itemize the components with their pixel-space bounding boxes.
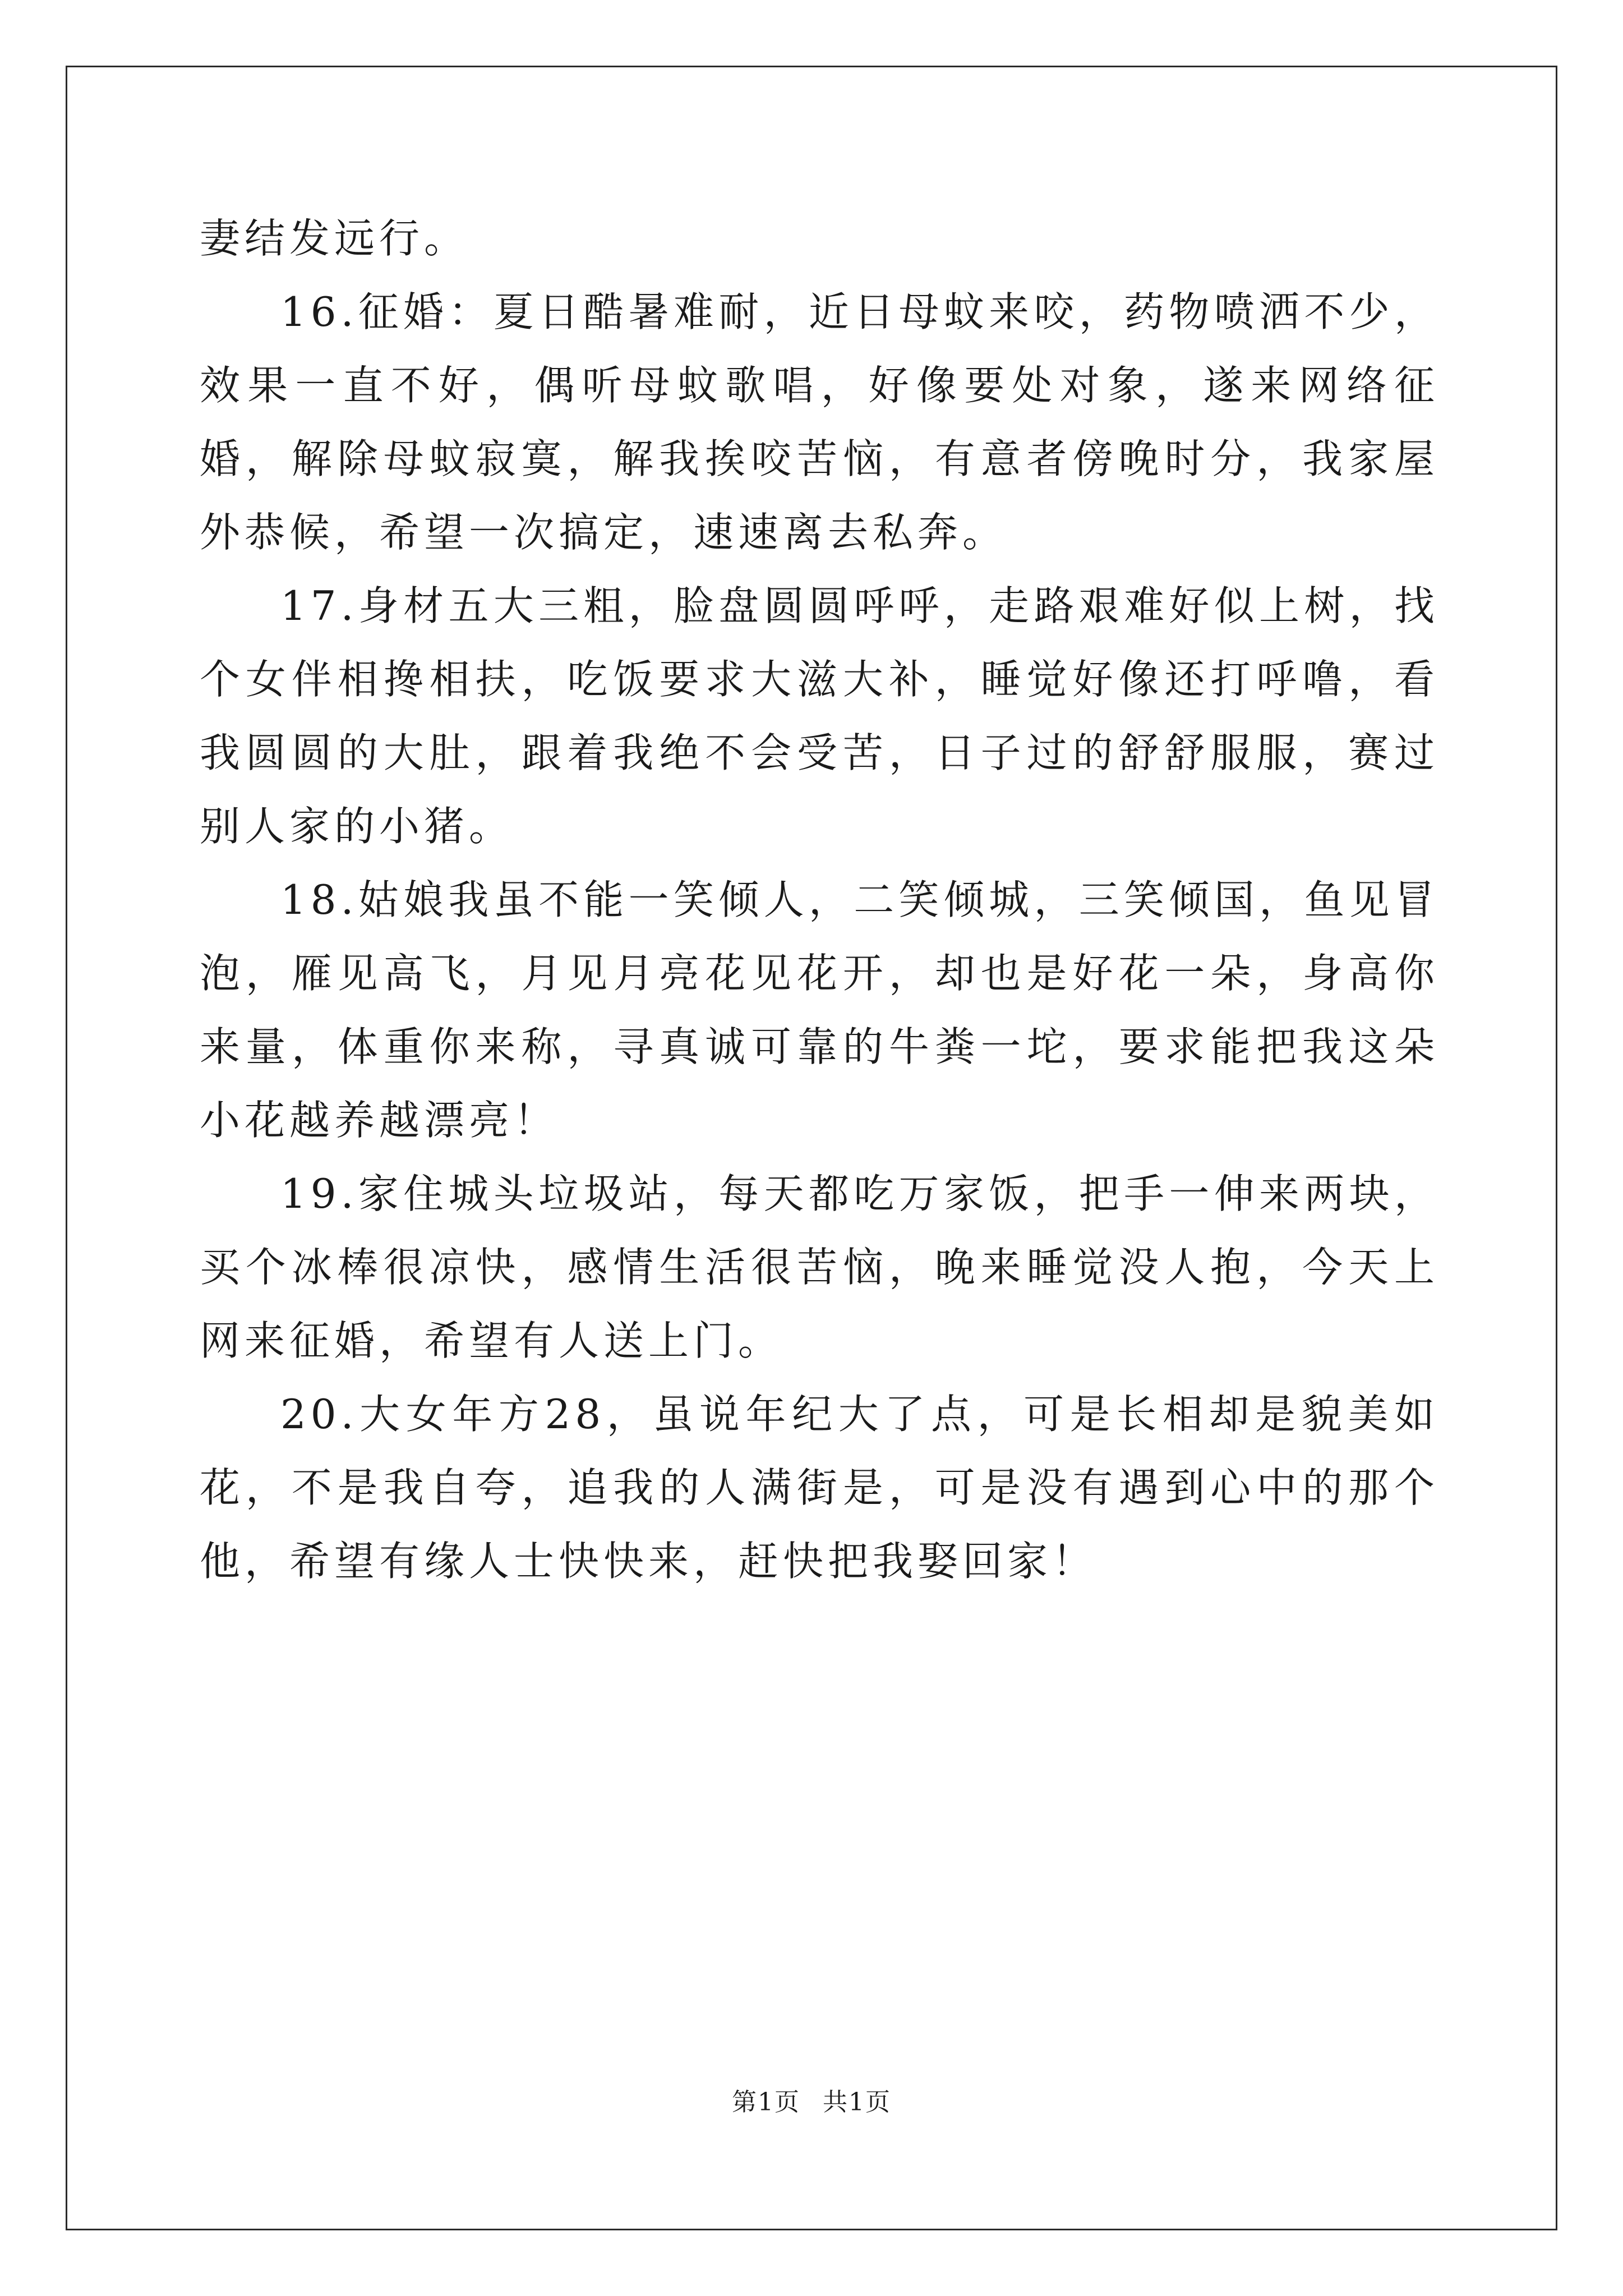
- paragraph-17: 17.身材五大三粗，脸盘圆圆呼呼，走路艰难好似上树，找个女伴相搀相扶，吃饭要求大滋大补，睡觉好像还打呼噜，看我圆圆的大肚，跟着我绝不会受苦，日子过的舒舒服服，赛过别人家的小猪。: [200, 582, 1439, 850]
- page-total: 共1页: [823, 2088, 891, 2116]
- paragraph-16: 16.征婚：夏日酷暑难耐，近日母蚊来咬，药物喷洒不少，效果一直不好，偶听母蚊歌唱，好像要处对象，遂来网络征婚，解除母蚊寂寞，解我挨咬苦恼，有意者傍晚时分，我家屋外恭候，希望一次搞定，速速离去私奔。: [200, 288, 1439, 556]
- paragraph-continuation: 妻结发远行。: [200, 215, 469, 262]
- paragraph-20: 20.大女年方28，虽说年纪大了点，可是长相却是貌美如花，不是我自夸，追我的人满街是，可是没有遇到心中的那个他，希望有缘人士快快来，赶快把我娶回家！: [200, 1391, 1439, 1585]
- page-footer: [0, 2086, 1623, 2119]
- document-body: [200, 202, 1439, 1598]
- page-number: 第1页: [732, 2088, 800, 2116]
- paragraph-19: 19.家住城头垃圾站，每天都吃万家饭，把手一伸来两块，买个冰棒很凉快，感情生活很苦恼，晚来睡觉没人抱，今天上网来征婚，希望有人送上门。: [200, 1170, 1439, 1364]
- paragraph-18: 18.姑娘我虽不能一笑倾人，二笑倾城，三笑倾国，鱼见冒泡，雁见高飞，月见月亮花见花开，却也是好花一朵，身高你来量，体重你来称，寻真诚可靠的牛粪一坨，要求能把我这朵小花越养越漂亮！: [200, 876, 1439, 1144]
